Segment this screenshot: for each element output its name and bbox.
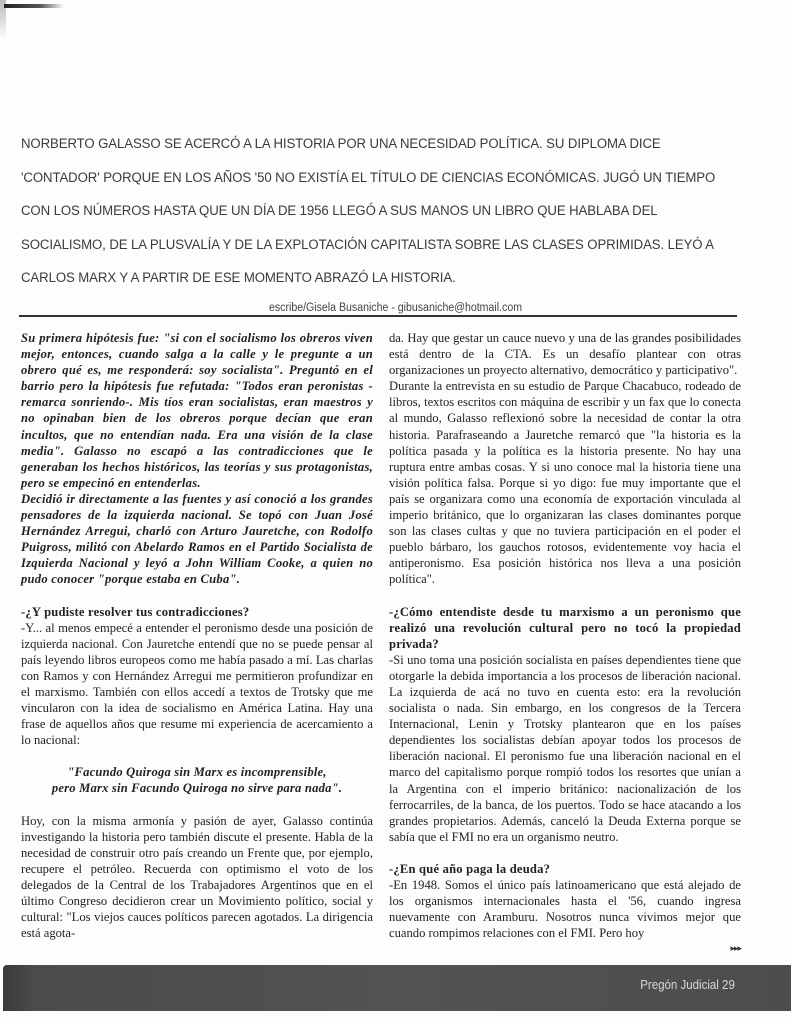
right-column [389,330,741,956]
intro-line: 'CONTADOR' PORQUE EN LOS AÑOS '50 NO EXISTÍA EL TÍTULO DE CIENCIAS ECONÓMICAS. JUGÓ UN TIEMPO [21,169,716,186]
footer-bar [3,965,791,1011]
body-paragraph: da. Hay que gestar un cauce nuevo y una de las grandes posibilidades está dentro de la CTA. Es un desafío plantear con otras organizaciones un proyecto alternativo, democrático y participativo". [389,331,741,378]
interview-answer: -Y... al menos empecé a entender el peronismo desde una posición de izquierda nacional. Con Jauretche entendí que no se puede pensar al país leyendo libros europeos como me había pasado a mí. Las charlas con Ramos y con Hernández Arregui me permitieron profundizar en el marxismo. También con ellos accedí a textos de Trotsky que me vincularon con la idea de socialismo en América Latina. Hay una frase de aquellos años que resume mi experiencia de acercamiento a lo nacional: [21,620,373,748]
top-corner-mark [4,4,64,8]
body-paragraph: Durante la entrevista en su estudio de Parque Chacabuco, rodeado de libros, textos escritos con máquina de escribir y un fax que lo conecta al mundo, Galasso reflexionó sobre la necesidad de contar la otra historia. Parafraseando a Jauretche remarcó que "la historia es la política pasada y la política es la historia presente. No hay una ruptura entre ambas cosas. Y si uno conoce mal la historia tiene una visión política falsa. Porque si yo digo: fue muy importante que el país se organizara como una economía de exportación vinculada al imperio británico, que lo organizaran las clases dominantes porque son las clases cultas y que no tuviera participación en el poder el pueblo bárbaro, los gauchos rotosos, evidentemente voy hacia el antiperonismo. Esa posición histórica nos lleva a una posición política". [389,379,741,587]
spacer [21,797,373,813]
body-paragraph: Hoy, con la misma armonía y pasión de ayer, Galasso continúa investigando la historia pero también discute el presente. Habla de la necesidad de construir otro país creando un Frente que, por ejemplo, recupere el petróleo. Recuerda con optimismo el voto de los delegados de la Central de los Trabajadores Argentinos que en el último Congreso decidieron crear un Movimiento político, social y cultural: "Los viejos cauces políticos parecen agotados. La dirigencia está agota- [21,813,373,941]
intro-line: NORBERTO GALASSO SE ACERCÓ A LA HISTORIA POR UNA NECESIDAD POLÍTICA. SU DIPLOMA DICE [21,136,661,152]
interview-answer: -En 1948. Somos el único país latinoamericano que está alejado de los organismos internacionales hasta el '56, cuando ingresa nuevamente con Aramburu. Nosotros nunca vivimos mejor que cuando rompimos relaciones con el FMI. Pero hoy [389,878,741,941]
interview-question: -¿Y pudiste resolver tus contradicciones? [21,604,250,619]
pull-quote-line: "Facundo Quiroga sin Marx es incomprensible, [67,765,327,780]
spacer [21,588,373,604]
spacer [389,588,741,604]
intro-italic-paragraph: Decidió ir directamente a las fuentes y así conoció a los grandes pensadores de la izquierda nacional. Se topó con Juan José Hernández Arregui, charló con Arturo Jauretche, con Rodolfo Puigross, militó con Abelardo Ramos en el Partido Socialista de Izquierda Nacional y leyó a John William Cooke, a quien no pudo conocer "porque estaba en Cuba". [21,491,373,587]
byline-divider [19,315,737,317]
spacer [21,748,373,764]
intro-lead [21,128,716,296]
interview-answer: -Si uno toma una posición socialista en países dependientes tiene que otorgarle la debida importancia a los procesos de liberación nacional. La izquierda de acá no tuvo en cuenta esto: era la revolución socialista o nada. Sin embargo, en los congresos de la Tercera Internacional, Lenin y Trotsky plantearon que en los países dependientes los socialistas debían apoyar todos los procesos de liberación nacional. El peronismo fue una liberación nacional en el marco del capitalismo porque rompió todos los resortes que unían a la Argentina con el imperio británico: nacionalización de los ferrocarriles, de la banca, de los puertos. Todo se hace atacando a los grandes propietarios. Además, canceló la Deuda Externa porque se sabía que el FMI no era un organismo neutro. [389,652,741,844]
interview-question: -¿En qué año paga la deuda? [389,861,551,876]
page-folio: Pregón Judicial 29 [640,978,735,992]
intro-line: SOCIALISMO, DE LA PLUSVALÍA Y DE LA EXPLOTACIÓN CAPITALISTA SOBRE LAS CLASES OPRIMIDAS. LEYÓ A [21,236,715,253]
intro-italic-paragraph: Su primera hipótesis fue: "si con el socialismo los obreros viven mejor, entonces, cuando salga a la calle y le pregunte a un obrero qué es, me responderá: soy socialista". Preguntó en el barrio pero la hipótesis fue refutada: "Todos eran peronistas -remarca sonriendo-. Mis tíos eran socialistas, eran maestros y no opinaban bien de los obreros porque decían que eran incultos, que no entendían nada. Era una visión de la clase media". Galasso no escapó a las contradicciones que le generaban los hechos históricos, las teorías y sus protagonistas, pero se empecinó en entenderlas. [21,331,373,490]
intro-line: CARLOS MARX Y A PARTIR DE ESE MOMENTO ABRAZÓ LA HISTORIA. [21,270,456,286]
interview-question: -¿Cómo entendiste desde tu marxismo a un peronismo que realizó una revolución cultural pero no tocó la propiedad privada? [389,604,741,651]
spacer [389,845,741,861]
continue-arrows-icon: ▸▸▸ [730,943,741,954]
intro-line: CON LOS NÚMEROS HASTA QUE UN DÍA DE 1956 LLEGÓ A SUS MANOS UN LIBRO QUE HABLABA DEL [21,203,658,219]
pull-quote-line: pero Marx sin Facundo Quiroga no sirve para nada". [51,781,343,796]
byline: escribe/Gisela Busaniche - gibusaniche@hotmail.com [268,302,523,314]
left-column [21,330,373,941]
